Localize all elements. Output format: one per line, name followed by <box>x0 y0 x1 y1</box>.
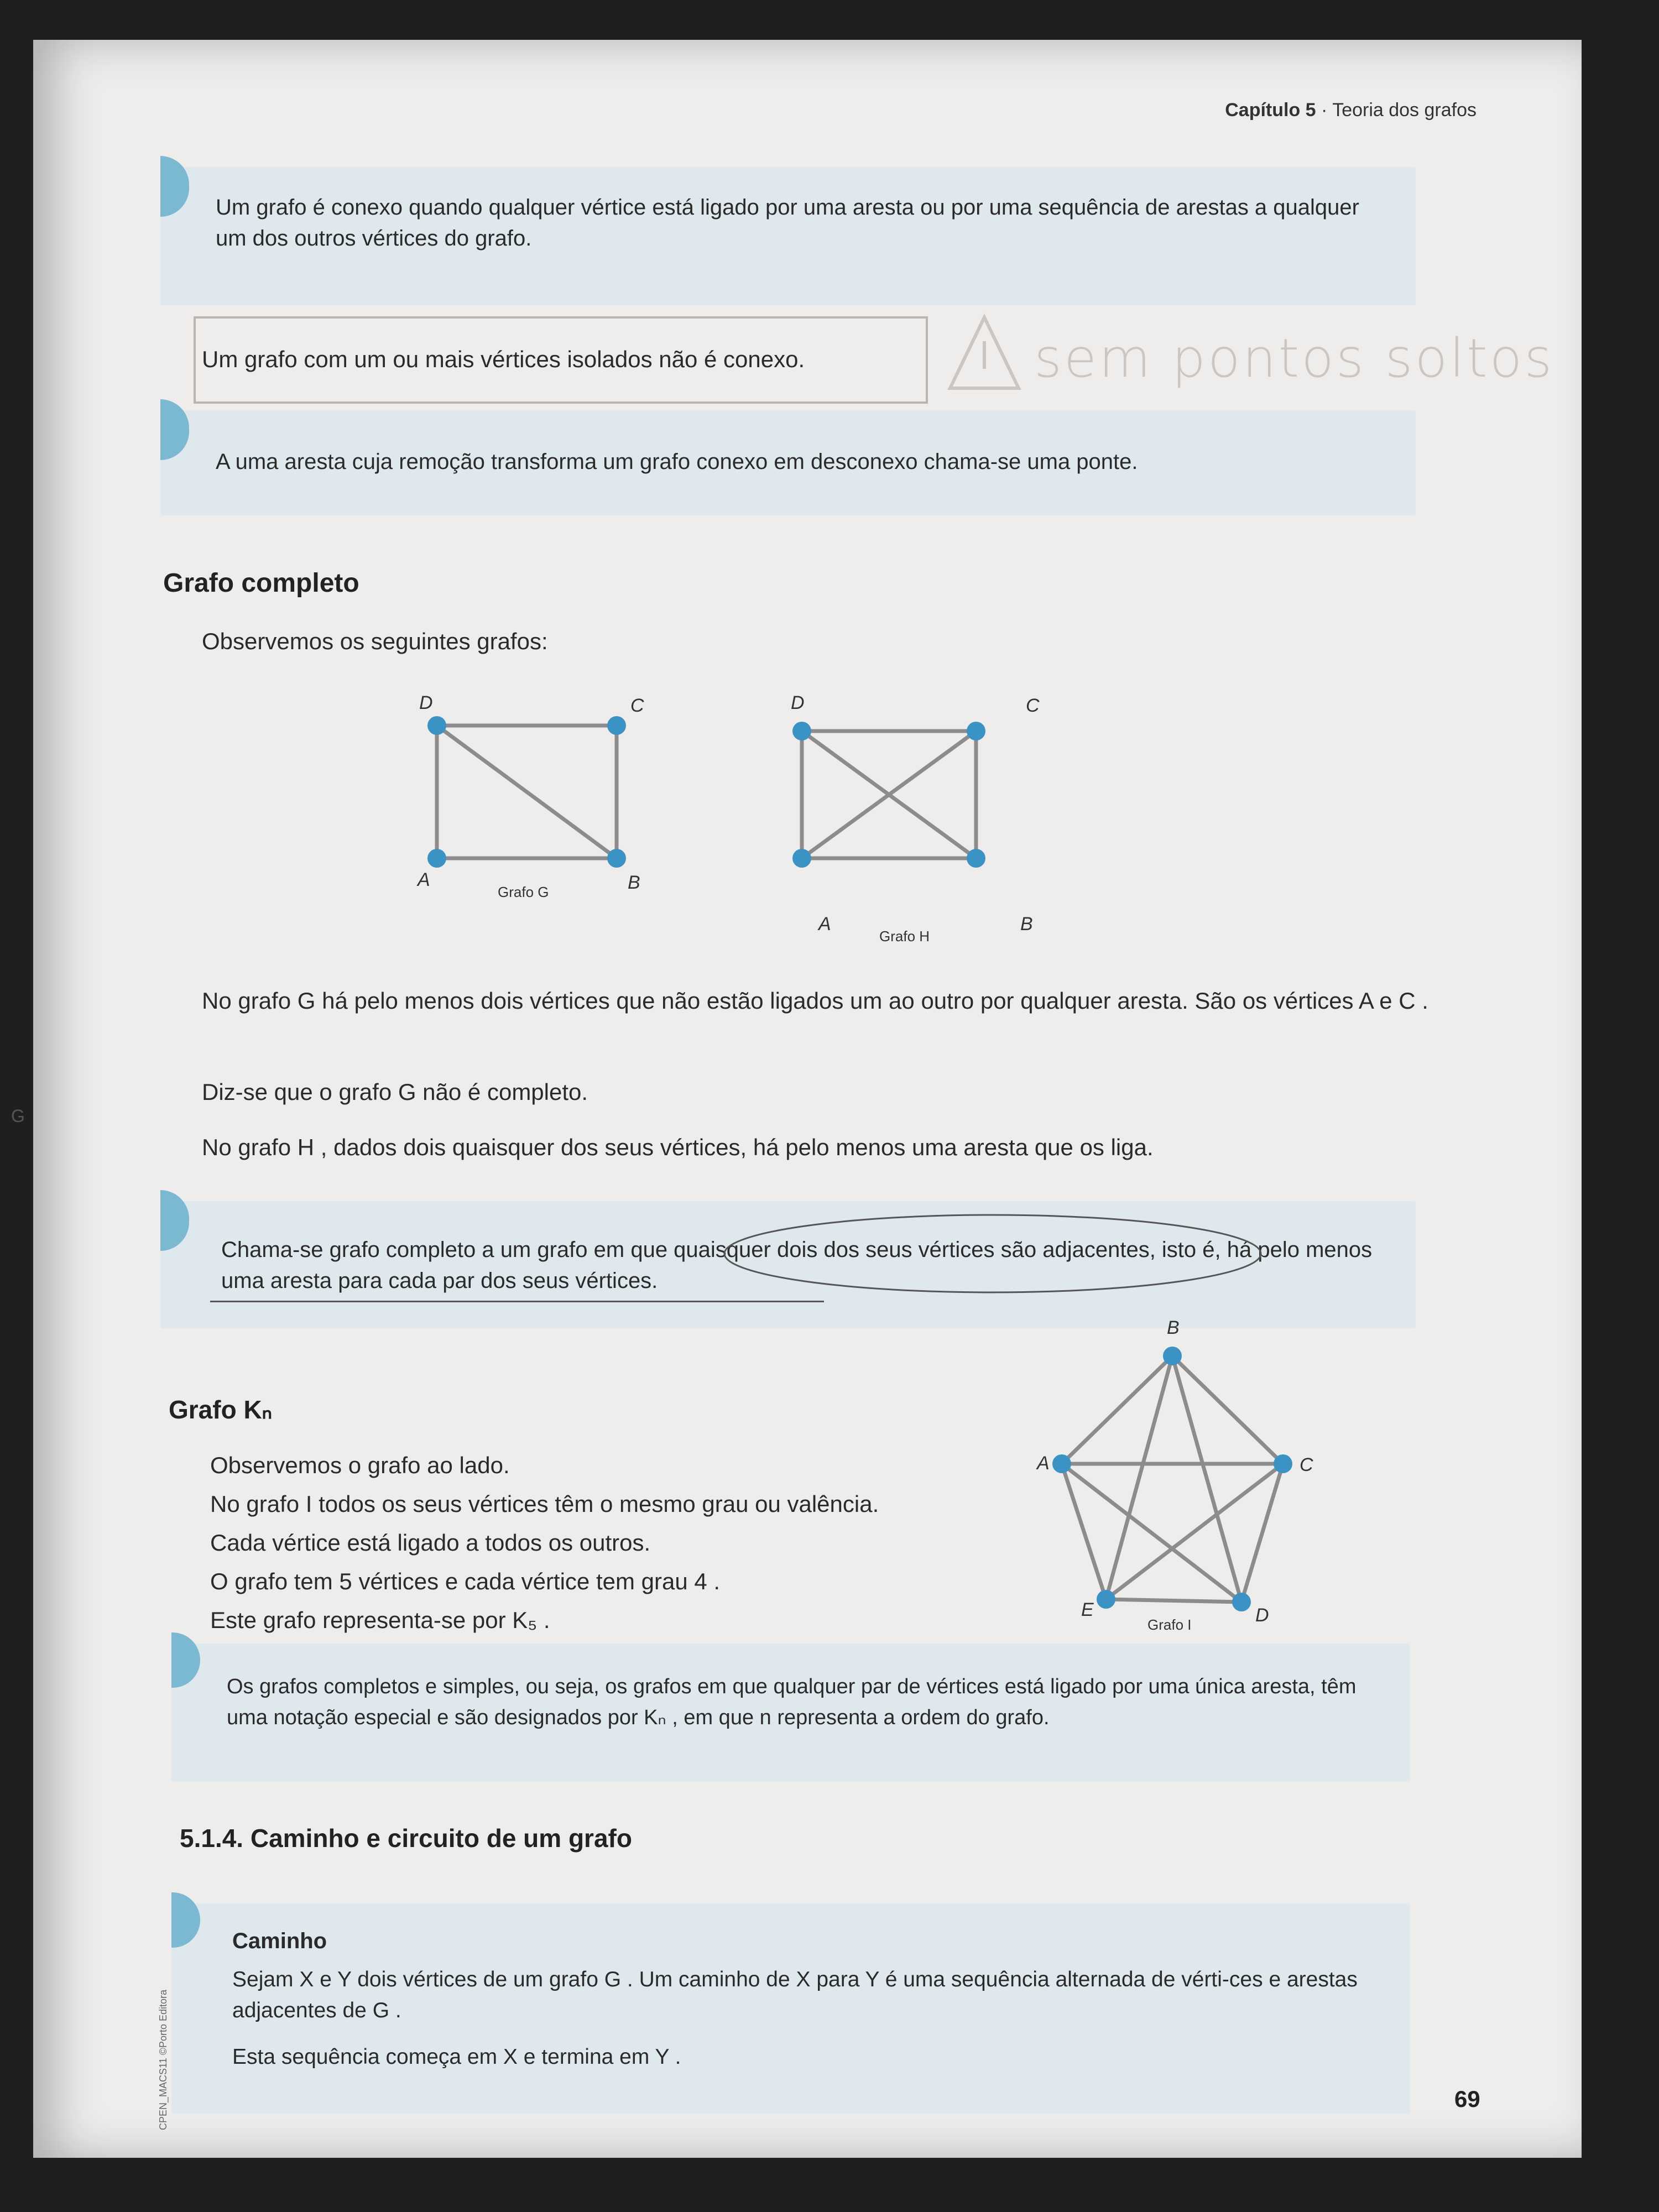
paragraph-grafo-h: No grafo H , dados dois quaisquer dos seus vértices, há pelo menos uma aresta que os liga. <box>202 1134 1154 1160</box>
vertex-label: C <box>630 695 644 716</box>
vertex-d <box>1232 1593 1251 1611</box>
paragraph-grafo-g: No grafo G há pelo menos dois vértices que não estão ligados um ao outro por qualquer aresta. São os vértices A e C . <box>202 988 1428 1014</box>
paragraph-nao-completo: Diz-se que o grafo G não é completo. <box>202 1079 588 1105</box>
vertex-d <box>792 722 811 740</box>
running-header: Capítulo 5 · Teoria dos grafos <box>1225 100 1477 121</box>
graph-i-diagram <box>1029 1306 1371 1660</box>
vertex-label: D <box>419 692 433 713</box>
handwritten-note: sem pontos soltos <box>1034 327 1554 389</box>
vertex-label: E <box>1081 1599 1094 1620</box>
vertex-label: B <box>628 872 640 893</box>
vertex-label: B <box>1167 1317 1180 1338</box>
caminho-title: Caminho <box>232 1929 327 1953</box>
graph-g-diagram <box>387 676 708 914</box>
kn-line-2: No grafo I todos os seus vértices têm o mesmo grau ou valência. <box>210 1491 879 1517</box>
vertex-a <box>427 849 446 868</box>
isolados-statement: Um grafo com um ou mais vértices isolados não é conexo. <box>202 346 805 372</box>
vertex-label: C <box>1300 1454 1313 1475</box>
vertex-a <box>792 849 811 868</box>
kn-line-4: O grafo tem 5 vértices e cada vértice tem grau 4 . <box>210 1568 721 1594</box>
vertex-label: A <box>1037 1453 1050 1474</box>
vertex-c <box>607 716 626 735</box>
handwritten-ellipse <box>719 1207 1266 1301</box>
edge-db <box>437 726 617 858</box>
kn-line-5: Este grafo representa-se por K₅ . <box>210 1607 550 1633</box>
vertex-label: D <box>791 692 805 713</box>
graph-caption: Grafo H <box>879 928 930 945</box>
graph-caption: Grafo G <box>498 884 549 900</box>
caminho-sequence: Esta sequência começa em X e termina em Y . <box>232 2045 681 2069</box>
vertex-label: D <box>1255 1605 1269 1626</box>
vertex-label: B <box>1020 914 1033 935</box>
vertex-e <box>1097 1590 1115 1609</box>
definition-grafo-completo: Chama-se grafo completo a um grafo em que quaisquer dois dos seus vértices são adjacentes, isto é, há pelo menos uma aresta para cada par dos seus vértices. <box>221 1238 1373 1293</box>
kn-line-1: Observemos o grafo ao lado. <box>210 1452 510 1478</box>
vertex-b <box>967 849 985 868</box>
section-heading-grafo-kn: Grafo Kₙ <box>169 1395 273 1424</box>
vertex-label: A <box>818 914 831 935</box>
caminho-definition: Sejam X e Y dois vértices de um grafo G . Um caminho de X para Y é uma sequência alternada de vérti-ces e arestas adjacentes de G . <box>232 1968 1358 2022</box>
graph-caption: Grafo I <box>1147 1616 1192 1633</box>
section-heading-grafo-completo: Grafo completo <box>163 568 359 598</box>
facing-page-letter: G <box>11 1106 25 1126</box>
textbook-page <box>33 40 1582 2158</box>
page-number: 69 <box>1454 2086 1480 2112</box>
definition-kn: Os grafos completos e simples, ou seja, os grafos em que qualquer par de vértices está ligado por uma única aresta, têm uma notação especial e são designados por Kₙ , em que n representa a ordem do grafo. <box>227 1675 1357 1729</box>
graph-h-diagram <box>752 681 1073 945</box>
section-heading-caminho-circuito: 5.1.4. Caminho e circuito de um grafo <box>180 1824 632 1853</box>
vertex-c <box>967 722 985 740</box>
vertex-label: A <box>418 869 430 890</box>
vertex-label: C <box>1026 695 1040 716</box>
vertex-b <box>607 849 626 868</box>
kn-line-3: Cada vértice está ligado a todos os outros. <box>210 1530 651 1556</box>
vertex-d <box>427 716 446 735</box>
warning-triangle-icon <box>946 311 1023 394</box>
vertex-b <box>1163 1347 1182 1365</box>
intro-text: Observemos os seguintes grafos: <box>202 628 548 654</box>
handwritten-underline <box>210 1301 824 1302</box>
definition-conexo: Um grafo é conexo quando qualquer vértice está ligado por uma aresta ou por uma sequência de arestas a qualquer um dos outros vértices do grafo. <box>216 195 1359 251</box>
definition-ponte: A uma aresta cuja remoção transforma um grafo conexo em desconexo chama-se uma ponte. <box>216 450 1138 474</box>
vertex-a <box>1052 1454 1071 1473</box>
vertex-c <box>1274 1454 1292 1473</box>
spine-credit: CPEN_MACS11 ©Porto Editora <box>158 1989 169 2130</box>
